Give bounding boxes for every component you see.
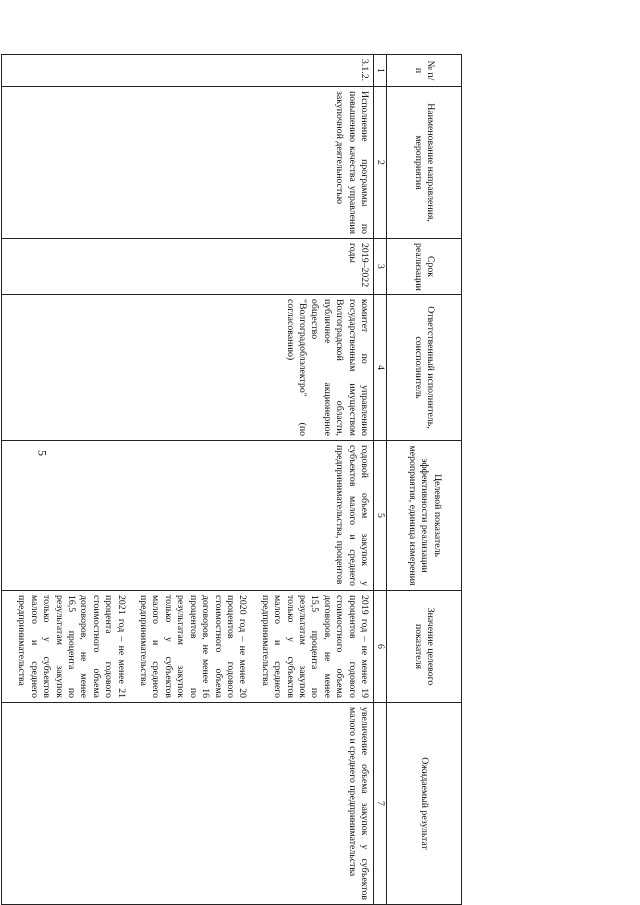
- header-expected-result: Ожидаемый результат: [387, 703, 462, 905]
- target-value-2020: 2020 год – не менее 20 процентов годового стоимостного объема договоров, не менее 16 процентов по результатам закупок только у субъектов малого и среднего предпринимательства: [138, 595, 249, 698]
- column-number: 3: [374, 239, 387, 295]
- column-number: 5: [374, 441, 387, 591]
- header-indicator: Целевой показатель эффективности реализации мероприятия, единица измерения: [387, 441, 462, 591]
- indicator-text: годовой объем закупок у субъектов малого и среднего предпринимательства, процентов: [334, 445, 370, 586]
- expected-result-text: увеличение объема закупок у субъектов малого и среднего предпринимательства: [346, 707, 370, 900]
- column-number-row: [374, 55, 387, 905]
- header-row: [387, 55, 462, 905]
- page-number: 5: [35, 450, 50, 456]
- header-period: Срок реализации: [387, 239, 462, 295]
- target-value-2019: 2019 год – не менее 19 процентов годового стоимостного объема договоров, не менее 15,5 процента по результатам закупок только у субъектов малого и среднего предпринимательства: [259, 595, 370, 698]
- indicator-cell: [2, 441, 374, 591]
- column-number: 4: [374, 295, 387, 441]
- header-target-value: Значение целевого показателя: [387, 591, 462, 703]
- column-number: 1: [374, 55, 387, 87]
- activity-cell: [2, 87, 374, 239]
- target-value-cell: [2, 591, 374, 703]
- column-number: 7: [374, 703, 387, 905]
- header-number: № п/п: [387, 55, 462, 87]
- period-text: 2019–2022 годы: [346, 243, 370, 288]
- column-number: 2: [374, 87, 387, 239]
- header-responsible: Ответственный исполнитель, соисполнитель: [387, 295, 462, 441]
- rotated-table-container: [0, 54, 462, 904]
- activities-table: [1, 54, 462, 905]
- activity-text: Исполнение программы по повышению качества управления закупочной деятельностью: [334, 91, 370, 234]
- column-number: 6: [374, 591, 387, 703]
- header-activity: Наименование направления, мероприятия: [387, 87, 462, 239]
- row-number: 3.1.2.: [2, 55, 374, 87]
- responsible-cell: [2, 295, 374, 441]
- target-value-2021: 2021 год – не менее 21 процента годового стоимостного объема договоров, не менее 16,5 процента по результатам закупок только у субъектов малого и среднего предпринимательства: [16, 595, 127, 698]
- table-row: [2, 55, 374, 905]
- period-cell: [2, 239, 374, 295]
- responsible-text: комитет по управлению государственным имуществом Волгоградской области, публичное акционерное общество "Волгоградоблэлектро" (по согласованию): [284, 299, 370, 436]
- expected-result-cell: [2, 703, 374, 905]
